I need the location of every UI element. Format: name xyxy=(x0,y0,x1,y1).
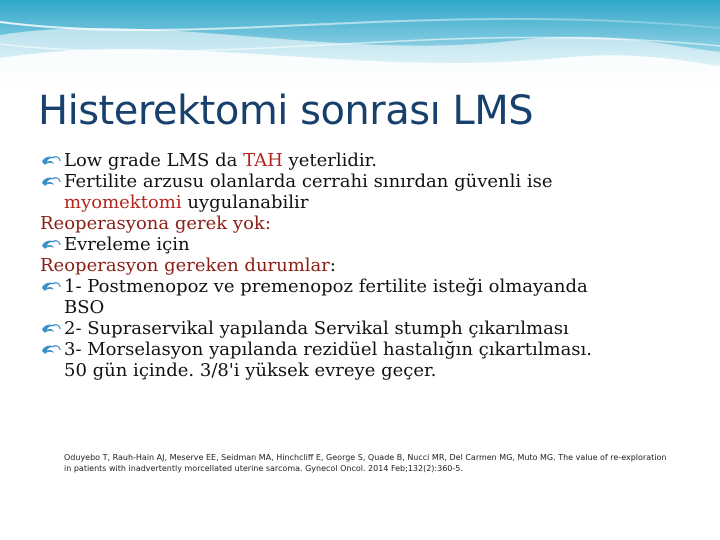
swirl-bullet-icon xyxy=(40,153,62,167)
heading-text: Reoperasyon gereken durumlar xyxy=(40,255,330,276)
bullet-line-4 xyxy=(40,234,710,255)
line-4-text: Evreleme için xyxy=(64,234,190,255)
line-2b-text: uygulanabilir xyxy=(181,192,309,213)
bullet-line-8-cont: 50 gün içinde. 3/8'i yüksek evreye geçer. xyxy=(64,360,437,381)
bullet-line-7 xyxy=(40,318,710,339)
reoperation-not-needed-heading: Reoperasyona gerek yok: xyxy=(40,213,271,234)
bullet-line-2-cont xyxy=(40,192,710,213)
bullet-line-1 xyxy=(40,150,710,171)
reoperation-needed-heading xyxy=(40,255,710,276)
line-8-text: 3- Morselasyon yapılanda rezidüel hastalığın çıkartılması. xyxy=(64,339,593,360)
tah-highlight: TAH xyxy=(243,150,283,171)
swirl-bullet-icon xyxy=(40,342,62,356)
swirl-bullet-icon xyxy=(40,237,62,251)
line-7-text: 2- Supraservikal yapılanda Servikal stumph çıkarılması xyxy=(64,318,569,339)
swirl-bullet-icon xyxy=(40,174,62,188)
line-2-text: Fertilite arzusu olanlarda cerrahi sınırdan güvenli ise xyxy=(64,171,553,192)
line-1-text: Low grade LMS da xyxy=(64,150,244,171)
slide-body xyxy=(40,150,710,381)
line-1-end: yeterlidir. xyxy=(282,150,377,171)
bullet-line-2 xyxy=(40,171,710,192)
swirl-bullet-icon xyxy=(40,321,62,335)
myomektomi-highlight: myomektomi xyxy=(64,192,182,213)
swirl-bullet-icon xyxy=(40,279,62,293)
heading-colon: : xyxy=(329,255,336,276)
reference-citation: Oduyebo T, Rauh-Hain AJ, Meserve EE, Seidman MA, Hinchcliff E, George S, Quade B, Nucci MR, Del Carmen MG, Muto MG. The value of re-exploration in patients with inadvertently morcellated uterine sarcoma. Gynecol Oncol. 2014 Feb;132(2):360-5. xyxy=(64,453,667,473)
bullet-line-8 xyxy=(40,339,710,360)
header-wave-decoration xyxy=(0,0,720,92)
bullet-line-6-cont: BSO xyxy=(64,297,105,318)
line-6-text: 1- Postmenopoz ve premenopoz fertilite isteği olmayanda xyxy=(64,276,588,297)
slide-title: Histerektomi sonrası LMS xyxy=(38,88,534,134)
bullet-line-6 xyxy=(40,276,710,297)
